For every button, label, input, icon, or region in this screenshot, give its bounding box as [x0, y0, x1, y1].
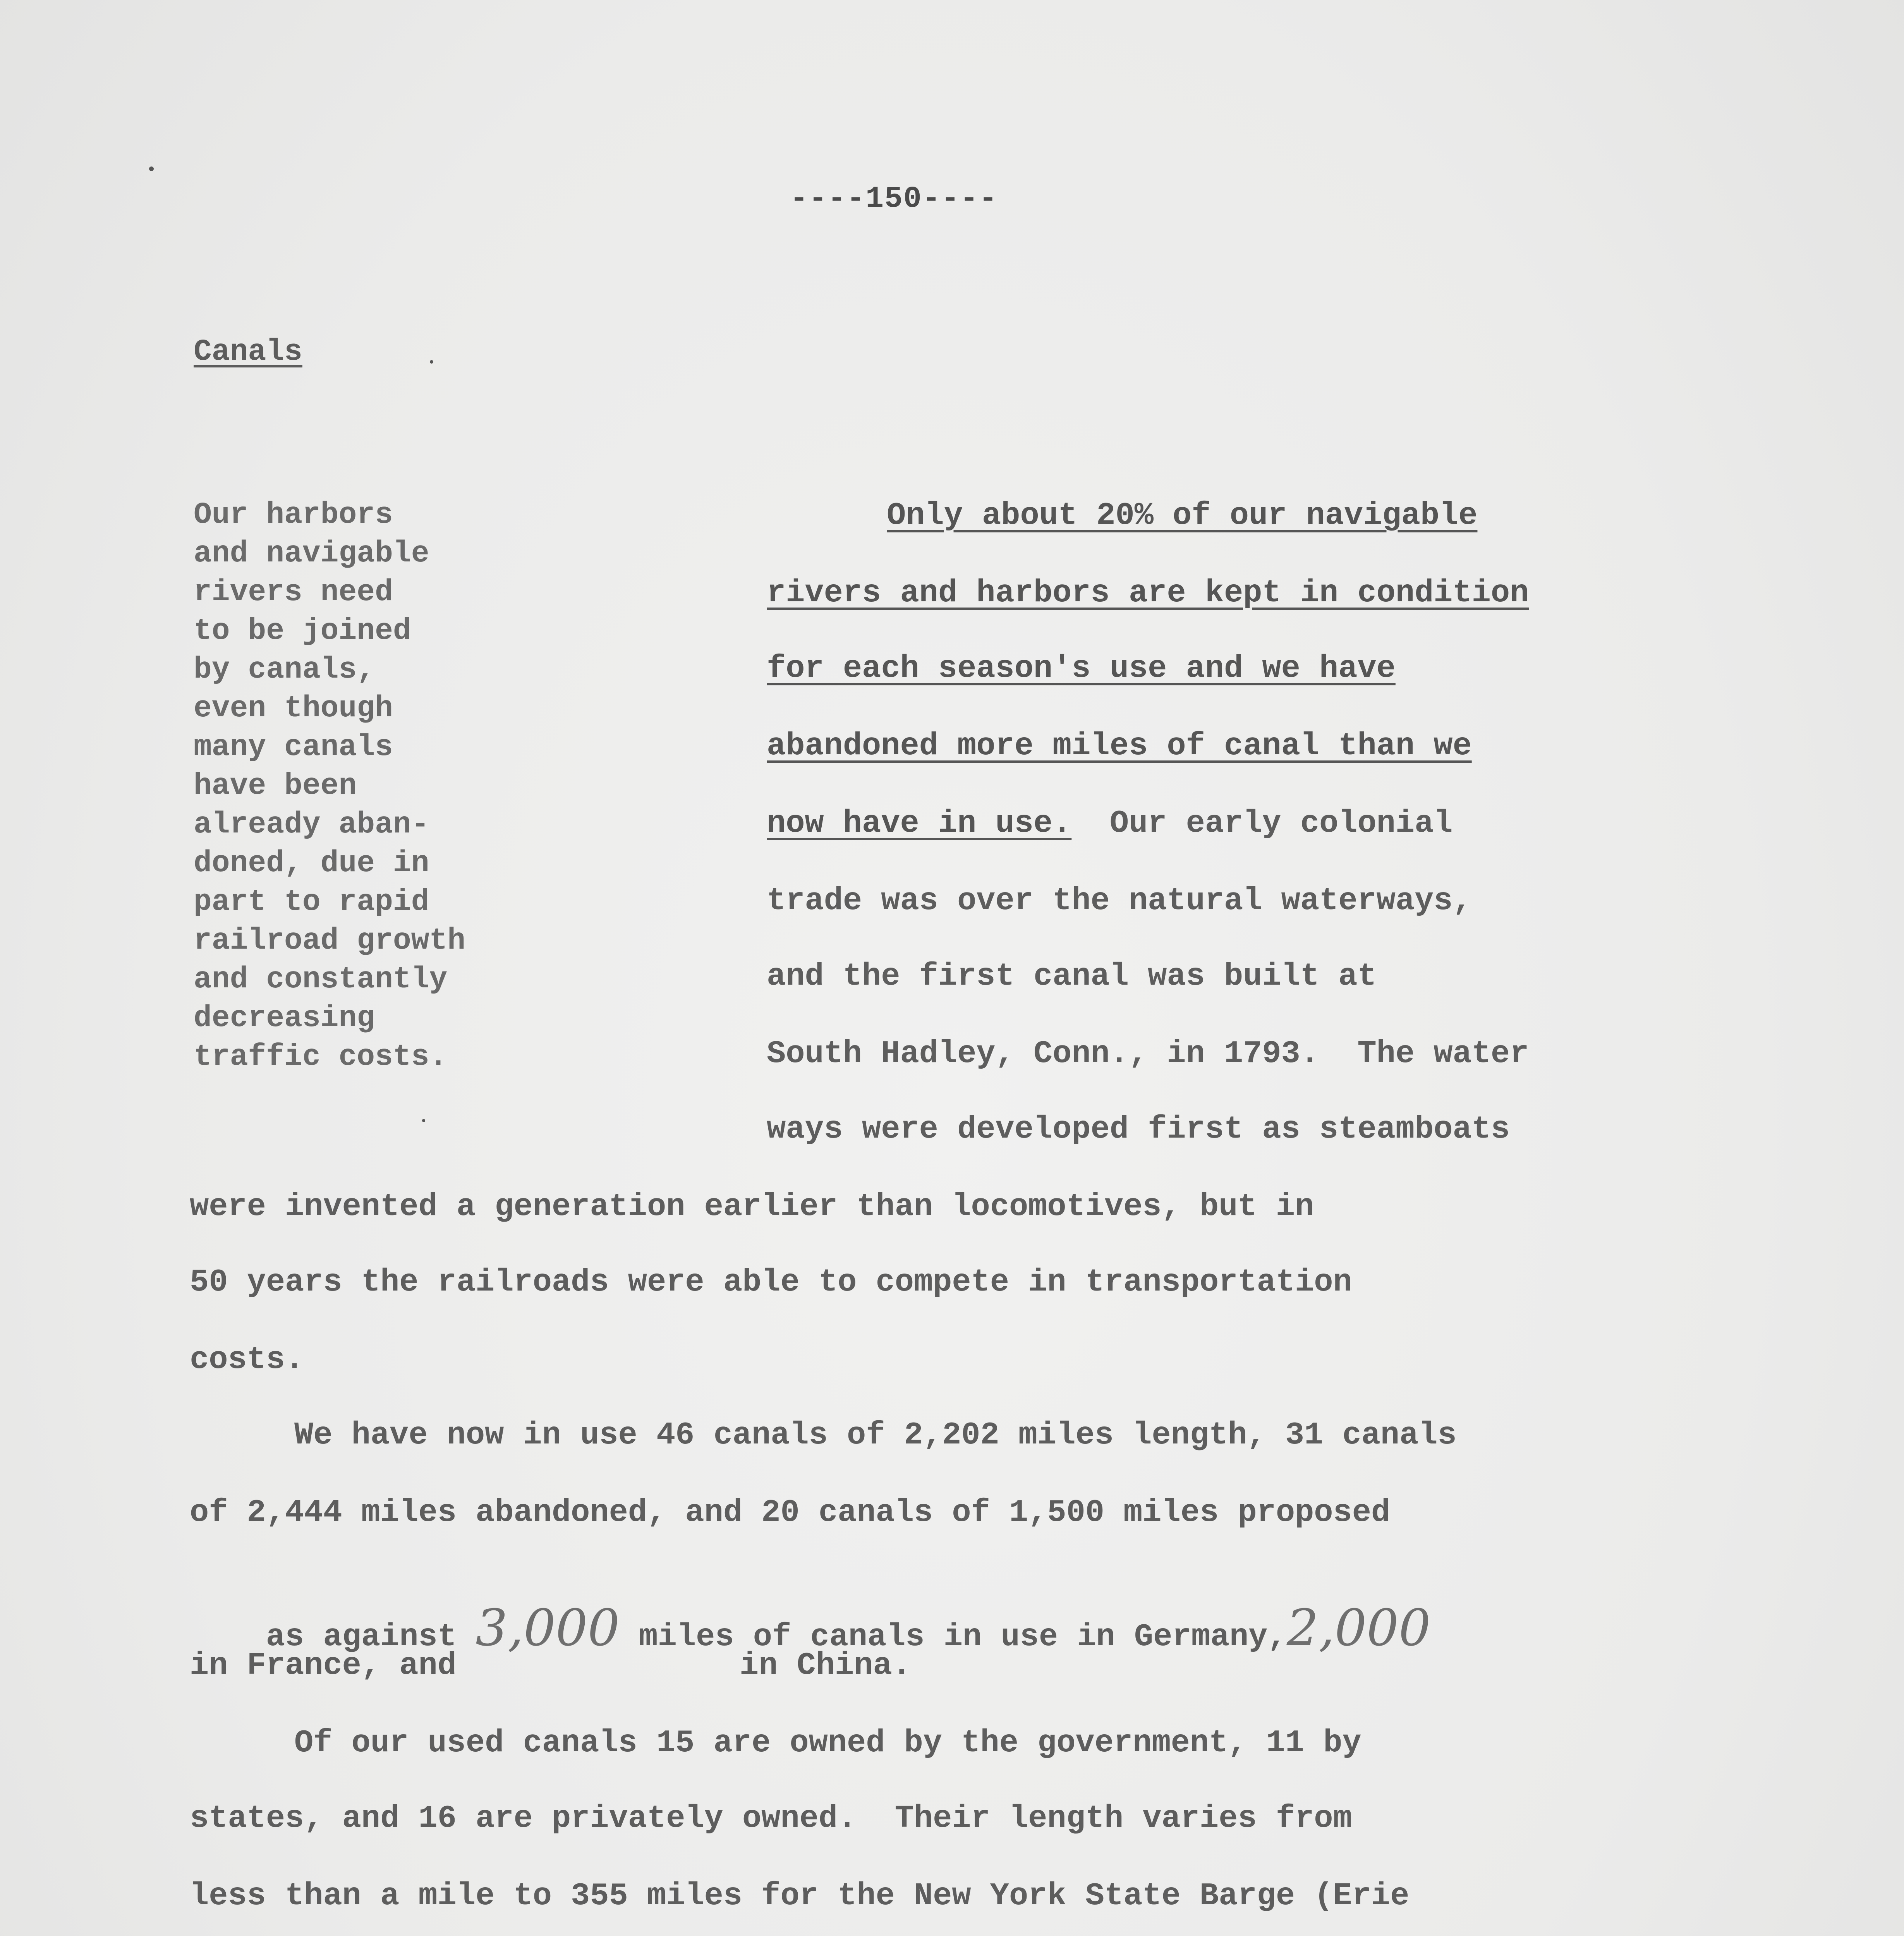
body-line: ways were developed first as steamboats: [767, 1111, 1510, 1147]
margin-note-line: and constantly: [194, 963, 448, 997]
body-line: trade was over the natural waterways,: [767, 883, 1472, 919]
handwritten-figure: 2,000: [1286, 1598, 1431, 1657]
margin-note-line: railroad growth: [194, 924, 466, 958]
body-text: miles of canals in use in Germany,: [620, 1619, 1287, 1655]
body-line: We have now in use 46 canals of 2,202 miles length, 31 canals: [294, 1417, 1457, 1453]
margin-note-line: part to rapid: [194, 885, 429, 919]
body-line: of 2,444 miles abandoned, and 20 canals of 1,500 miles proposed: [190, 1495, 1391, 1531]
body-line: states, and 16 are privately owned. Their length varies from: [190, 1800, 1352, 1836]
body-line-underlined: abandoned more miles of canal than we: [767, 728, 1472, 764]
margin-note-line: and navigable: [194, 537, 429, 571]
paper-speck: [149, 166, 154, 171]
section-heading: Canals: [194, 335, 302, 369]
page-number: ----150----: [790, 182, 998, 216]
margin-note-line: already aban-: [194, 808, 429, 842]
margin-note-line: even though: [194, 692, 393, 726]
margin-note-line: many canals: [194, 730, 393, 764]
body-line: and the first canal was built at: [767, 958, 1377, 994]
body-line: were invented a generation earlier than locomotives, but in: [190, 1189, 1314, 1225]
body-line: 50 years the railroads were able to compete in transportation: [190, 1264, 1352, 1300]
body-line: in China.: [740, 1648, 911, 1684]
underlined-phrase: now have in use.: [767, 805, 1072, 841]
body-text: Our early colonial: [1071, 805, 1453, 841]
paper-speck: [422, 1119, 425, 1122]
body-text: as against: [266, 1619, 476, 1655]
body-line-underlined: rivers and harbors are kept in condition: [767, 575, 1529, 611]
margin-note-line: decreasing: [194, 1001, 375, 1035]
margin-note-line: traffic costs.: [194, 1040, 448, 1074]
body-line: in France, and: [190, 1648, 457, 1684]
body-line: less than a mile to 355 miles for the New York State Barge (Erie: [190, 1878, 1410, 1914]
margin-note-line: Our harbors: [194, 498, 393, 532]
margin-note-line: doned, due in: [194, 846, 429, 880]
paper-speck: [430, 360, 433, 364]
body-line-underlined: for each season's use and we have: [767, 650, 1396, 687]
body-line: Of our used canals 15 are owned by the government, 11 by: [294, 1725, 1361, 1761]
body-line: [767, 805, 1453, 841]
margin-note: [194, 496, 573, 1076]
margin-note-line: to be joined: [194, 614, 411, 648]
margin-note-line: by canals,: [194, 653, 375, 687]
body-line: South Hadley, Conn., in 1793. The water: [767, 1036, 1529, 1072]
margin-note-line: rivers need: [194, 575, 393, 609]
body-line: costs.: [190, 1342, 304, 1378]
body-line-underlined: Only about 20% of our navigable: [887, 498, 1478, 534]
margin-note-line: have been: [194, 769, 357, 803]
handwritten-figure: 3,000: [476, 1598, 620, 1657]
